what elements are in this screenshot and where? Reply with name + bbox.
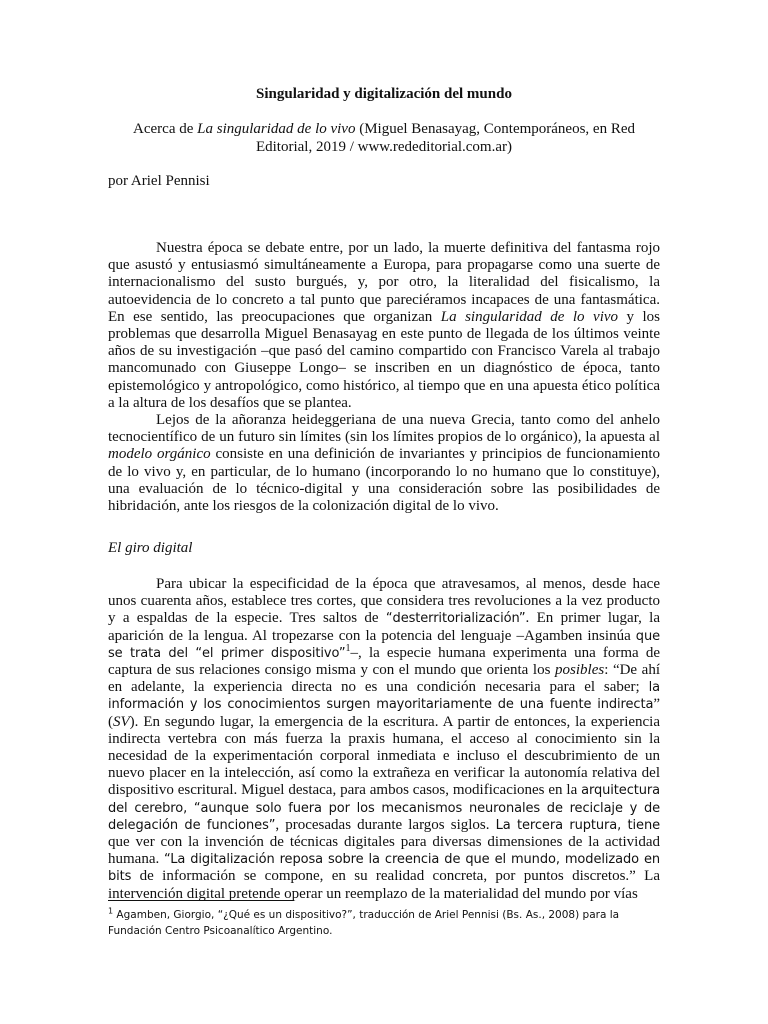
paragraph-2-term: modelo orgánico	[108, 446, 211, 463]
footnote-number: 1	[108, 906, 114, 916]
p3-sv: SV	[113, 713, 130, 730]
p3-quote-3: la información y los conocimientos surgen mayoritariamente de una fuente indirecta	[108, 680, 660, 713]
document-subtitle	[108, 121, 660, 156]
p3-text-d: : “De ahí en adelante, la experiencia directa no es una condición necesaria para el saber;	[108, 662, 661, 696]
p3-quote-4: arquitectura del cerebro, “aunque solo fuera por los mecanismos neuronales de reciclaje y de delegación de funciones”	[108, 783, 660, 833]
p3-text-h: que ver con la invención de técnicas digitales para diversas dimensiones de la actividad humana.	[108, 834, 660, 868]
p3-quote-5: La tercera ruptura, tiene	[495, 817, 660, 833]
author-byline: por Ariel Pennisi	[108, 173, 210, 189]
paragraph-3	[108, 576, 660, 903]
footnote-1	[108, 907, 660, 939]
paragraph-1-text-b: y los problemas que desarrolla Miguel Benasayag en este punto de llegada de los últimos veinte años de su investigación –que pasó del camino compartido con Francisco Varela al trabajo mancomunado con Giuseppe Longo– se inscriben en un diagnóstico de época, tanto epistemológico y antropológico, como histórico, al tiempo que en una apuesta ético política a la altura de los desafíos que se plantea.	[108, 308, 661, 411]
paragraph-1-book-title: La singularidad de lo vivo	[440, 308, 619, 325]
intro-section	[108, 240, 660, 515]
p3-posibles: posibles	[555, 662, 605, 679]
footnote-divider	[108, 900, 294, 901]
p3-quote-2: que se trata del “el primer dispositivo”	[108, 628, 660, 661]
p3-text-g: , procesadas durante largos siglos.	[275, 816, 496, 833]
p3-text-i: de información se compone, en su realidad concreta, por puntos discretos.” La intervención digital pretende operar un reemplazo de la materialidad del mundo por vías	[108, 868, 660, 902]
p3-text-c: –, la especie humana experimenta una forma de captura de sus relaciones consigo misma y con el mundo que orienta los	[108, 644, 660, 679]
footnote-reference-1[interactable]: 1	[345, 642, 351, 654]
paragraph-1	[108, 240, 660, 412]
p3-text-a: Para ubicar la especificidad de la época que atravesamos, al menos, desde hace unos cuarenta años, establece tres cortes, que considera tres revoluciones a la vez producto y a espaldas de la especie. Tres saltos de	[108, 576, 660, 627]
section-heading: El giro digital	[108, 540, 193, 556]
subtitle-suffix: (Miguel Benasayag, Contemporáneos, en Red Editorial, 2019 / www.rededitorial.com.ar)	[255, 121, 635, 155]
footnote-text: Agamben, Giorgio, “¿Qué es un dispositivo?”, traducción de Ariel Pennisi (Bs. As., 2008) para la Fundación Centro Psicoanalítico Argentino.	[108, 909, 620, 937]
paragraph-2-text-a: Lejos de la añoranza heideggeriana de una nueva Grecia, tanto como del anhelo tecnocientífico de un futuro sin límites (sin los límites propios de lo orgánico), la apuesta al	[108, 412, 660, 446]
p3-quote-1: “desterritorialización”	[385, 611, 526, 627]
subtitle-prefix: Acerca de	[133, 121, 198, 137]
subtitle-book-title: La singularidad de lo vivo	[197, 121, 356, 137]
giro-digital-section	[108, 576, 660, 903]
paragraph-1-text-a: Nuestra época se debate entre, por un lado, la muerte definitiva del fantasma rojo que asustó y entusiasmó simultáneamente a Europa, para propagarse como una suerte de internacionalismo del susto burgués, y, por otro, la literalidad del fisicalismo, la autoevidencia de lo concreto a tal punto que pareciéramos incapaces de una fantasmática. En ese sentido, las preocupaciones que organizan	[108, 240, 660, 325]
paragraph-2-text-b: consiste en una definición de invariantes y principios de funcionamiento de lo vivo y, en particular, de lo humano (incorporando lo no humano que lo constituye), una evaluación de lo técnico-digital y una consideración sobre las posibilidades de hibridación, ante los riesgos de la colonización digital de lo vivo.	[108, 446, 660, 515]
p3-quote-6: “La digitalización reposa sobre la creencia de que el mundo, modelizado en bits	[108, 852, 661, 885]
document-title: Singularidad y digitalización del mundo	[256, 86, 512, 102]
p3-text-f: ). En segundo lugar, la emergencia de la escritura. A partir de entonces, la experiencia indirecta vertebra con más fuerza la praxis humana, el acceso al conocimiento sin la necesidad de la experimentación corporal inmediata e incluso el descubrimiento de un nuevo placer en la intelección, así como la extrañeza en verificar la autonomía relativa del dispositivo escritural. Miguel destaca, para ambos casos, modificaciones en la	[108, 713, 660, 799]
p3-text-e: ” (	[108, 696, 660, 730]
paragraph-2	[108, 412, 660, 515]
p3-text-b: . En primer lugar, la aparición de la lengua. Al tropezarse con la potencia del lenguaje –Agamben insinúa	[108, 610, 660, 644]
